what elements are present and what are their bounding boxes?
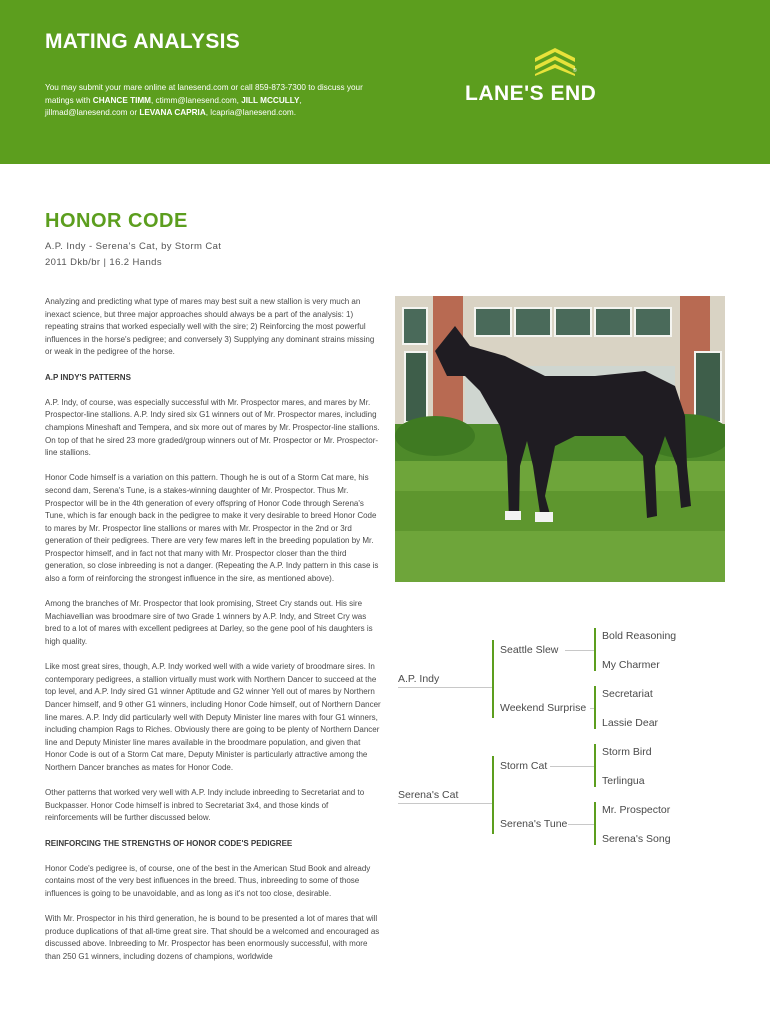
horse-details: 2011 Dkb/br | 16.2 Hands xyxy=(45,257,162,268)
pedigree-sire: A.P. Indy xyxy=(398,673,440,685)
paragraph: Analyzing and predicting what type of mares may best suit a new stallion is very much an inexact science, but three major approaches should always be a part of the analysis: 1) repeating strains that worked especially well with the sire; 2) Reinforcing the most powerful influences in the horse's pedigree; and conversely 3) Supplying any dominant strains missing or weak in the pedigree of the horse. xyxy=(45,297,375,357)
paragraph: Honor Code himself is a variation on this pattern. Though he is out of a Storm Cat mare, his second dam, Serena's Tune, is a stakes-winning daughter of Mr. Prospector. Thus Mr. Prospector will be in the 4th generation of every offspring of Honor Code through Serena's Tune, which is far enough back in the pedigree to make it very desirable to breed Honor Code to mares by Mr. Prospector line stallions or mares with Mr. Prospector in the 2nd or 3rd generation of their pedigrees. There are very few mares left in the breeding population by Mr. Prospector himself, and in fact not that many with Mr. Prospector closer than the third generation, so close inbreeding is not a danger. (Repeating the A.P. Indy pattern in this case is also a form of reinforcing the strongest influence in the sire, as mentioned above). xyxy=(45,473,379,584)
contact-name: LEVANA CAPRIA xyxy=(139,108,206,117)
pedigree-connector xyxy=(398,687,493,688)
pedigree-connector xyxy=(568,824,595,825)
pedigree-dam-sire: Storm Cat xyxy=(500,760,548,772)
pedigree-bracket xyxy=(594,744,596,787)
pedigree-bracket xyxy=(492,756,494,834)
pedigree-connector xyxy=(398,803,493,804)
pedigree-bracket xyxy=(594,802,596,845)
pedigree-g3-3: Secretariat xyxy=(602,688,653,700)
header-banner xyxy=(0,0,770,164)
pedigree-g3-1: Bold Reasoning xyxy=(602,630,677,642)
pedigree-sire-dam: Weekend Surprise xyxy=(500,702,587,714)
registered-mark: ® xyxy=(573,68,577,74)
logo-text: LANE'S END xyxy=(465,82,597,105)
pedigree-bracket xyxy=(492,640,494,718)
pedigree-sire-sire: Seattle Slew xyxy=(500,644,559,656)
pedigree-g3-5: Storm Bird xyxy=(602,746,652,758)
paragraph: Like most great sires, though, A.P. Indy worked well with a wide variety of broodmare sires. In contemporary pedigrees, a stallion virtually must work with Northern Dancer to succeed at the top level, and A.P. Indy sired G1 winner Aptitude and G2 winner Yell out of mares by Northern Dancer himself, and 9 other G1 winners, including Honor Code himself, out of Northern Dancer line mares. A.P. Indy did particularly well with Deputy Minister line mares with four G1 winners, including champion Rags to Riches. Obviously there are going to be plenty of Northern Dancer line and Deputy Minister line mares available in the broodmare population, and given that Honor Code is out of a Storm Cat mare, Deputy Minister is particularly attractive among the Northern Dancer branches as mates for Honor Code. xyxy=(45,662,381,772)
pedigree-g3-8: Serena's Song xyxy=(602,833,671,845)
lanes-end-logo xyxy=(465,46,655,106)
contact-intro: You may submit your mare online at lanesend.com or call 859-873-7300 to discuss your matings with CHANCE TIMM, ctimm@lanesend.com, JILL MCCULLY, jillmad@lanesend.com or LEVANA CAPRIA, lcapria@lanesend.com. xyxy=(45,83,363,117)
section-heading: REINFORCING THE STRENGTHS OF HONOR CODE'S PEDIGREE xyxy=(45,838,293,848)
pedigree-connector xyxy=(550,766,595,767)
pedigree-g3-6: Terlingua xyxy=(602,775,645,787)
horse-name: HONOR CODE xyxy=(45,210,188,232)
page-title: MATING ANALYSIS xyxy=(45,30,241,53)
paragraph: A.P. Indy, of course, was especially successful with Mr. Prospector mares, and mares by Mr. Prospector-line stallions. A.P. Indy sired six G1 winners out of Mr. Prospector mares, including champions Mineshaft and Tempera, and six more out of mares by Mr. Prospector-line stallions. On top of that he sired 23 more graded/group winners out of Mr. Prospector or Mr. Prospector-line stallions. xyxy=(45,397,380,458)
pedigree-bracket xyxy=(594,686,596,729)
pedigree-dam: Serena's Cat xyxy=(398,789,459,801)
contact-name: CHANCE TIMM xyxy=(92,95,151,105)
article-body xyxy=(45,296,381,976)
pedigree-bracket xyxy=(594,628,596,671)
paragraph: Among the branches of Mr. Prospector that look promising, Street Cry stands out. His sire Machiavellian was broodmare sire of two Grade 1 winners by A.P. Indy, and Street Cry was bred to a lot of mares with excellent pedigrees at Darley, so the gene pool of his daughters is high quality. xyxy=(45,599,373,647)
pedigree-g3-7: Mr. Prospector xyxy=(602,804,671,816)
section-heading: A.P INDY'S PATTERNS xyxy=(45,372,131,382)
horse-breeding: A.P. Indy - Serena's Cat, by Storm Cat xyxy=(45,241,222,252)
paragraph: Honor Code's pedigree is, of course, one of the best in the American Stud Book and already contains most of the very best influences in the breed. Thus, inbreeding to some of those influences is going to be unavoidable, and as long as it's not too close, desirable. xyxy=(45,863,371,898)
pedigree-dam-dam: Serena's Tune xyxy=(500,818,568,830)
chevron-logo-icon xyxy=(535,46,575,76)
paragraph: Other patterns that worked very well with A.P. Indy include inbreeding to Secretariat and to Buckpasser. Honor Code himself is inbred to Secretariat 3x4, and those kinds of reinforcements will be further discussed below. xyxy=(45,788,365,823)
pedigree-g3-2: My Charmer xyxy=(602,659,660,671)
paragraph: With Mr. Prospector in his third generation, he is bound to be presented a lot of mares that will produce duplications of that all-time great sire. That should be a welcomed and encouraged as discussed above. Inbreeding to Mr. Prospector has been enormously successful, with more than 250 G1 winners, including dozens of champions, worldwide xyxy=(45,914,380,961)
pedigree-g3-4: Lassie Dear xyxy=(602,717,659,729)
horse-photo xyxy=(395,296,725,582)
contact-name: JILL MCCULLY xyxy=(241,95,300,105)
pedigree-connector xyxy=(565,650,595,651)
